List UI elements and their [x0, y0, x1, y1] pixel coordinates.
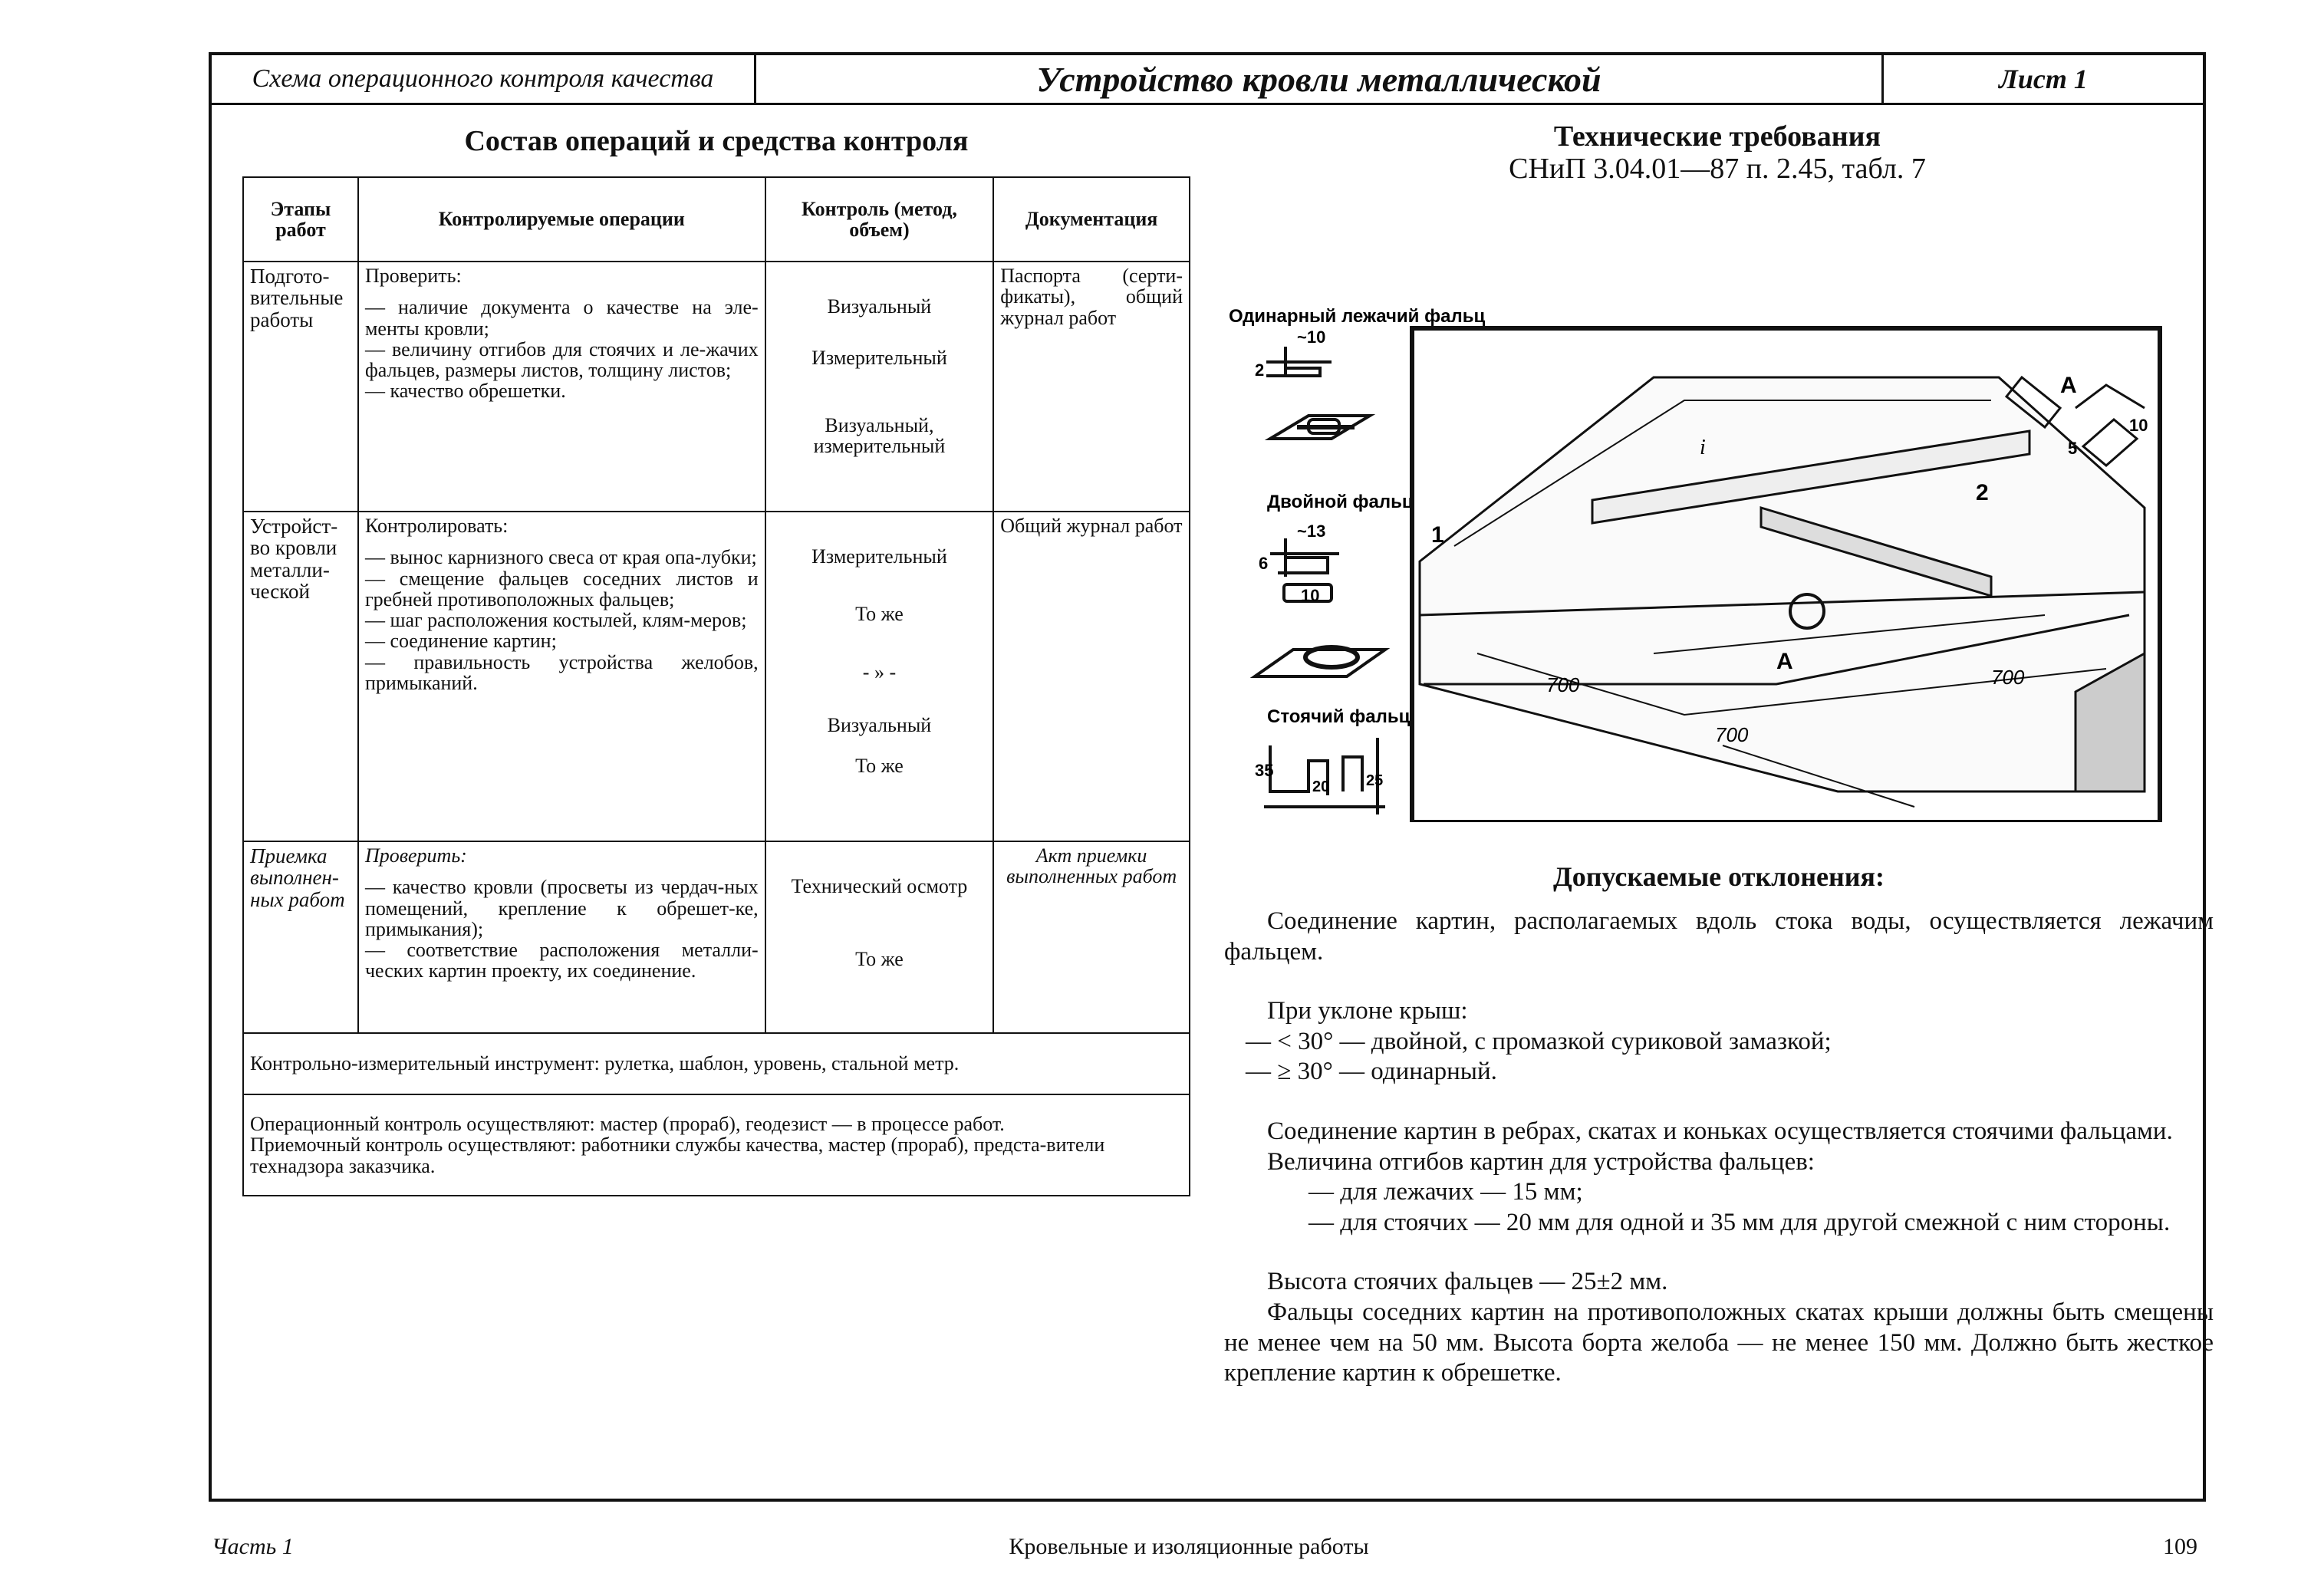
- tech-requirements: [1223, 121, 2212, 186]
- tolerances-title: Допускаемые отклонения:: [1553, 861, 1885, 892]
- control-method: То же: [855, 755, 904, 778]
- control-cell: [765, 512, 994, 841]
- operation-item: — вынос карнизного свеса от края опа-лубки;: [364, 546, 757, 569]
- stage-cell: Подгото-вительные работы: [243, 262, 358, 512]
- dim-label: 20: [1312, 778, 1330, 795]
- stage-cell: Приемка выполнен-ных работ: [243, 841, 358, 1033]
- table-row: [243, 262, 1190, 512]
- tolerance-paragraph: Высота стоячих фальцев — 25±2 мм.: [1267, 1268, 1668, 1296]
- mark-A-callout: A: [2060, 373, 2077, 398]
- documentation-cell: Акт приемки выполненных работ: [993, 841, 1190, 1033]
- dim-700-bottom: 700: [1715, 723, 1749, 746]
- table-row: [243, 1033, 1190, 1094]
- acceptance-control-text: Приемочный контроль осуществляют: работники службы качества, мастер (прораб), предста-вители технадзора заказчика.: [250, 1134, 1105, 1177]
- operation-item: — соответствие расположения металли-ческих картин проекту, их соединение.: [364, 939, 759, 982]
- documentation-cell: Общий журнал работ: [993, 512, 1190, 841]
- header-scheme-label: Схема операционного контроля качества: [212, 55, 756, 103]
- dim-700-left: 700: [1546, 673, 1580, 696]
- control-cell: [765, 841, 994, 1033]
- control-method: Измерительный: [811, 347, 947, 370]
- footer-section: Кровельные и изоляционные работы: [1009, 1534, 1369, 1559]
- roof-perspective-drawing: [1412, 328, 2160, 822]
- operations-table: [242, 176, 1190, 1196]
- operation-item: — смещение фальцев соседних листов и гребней противоположных фальцев;: [364, 567, 759, 610]
- operations-cell: [358, 512, 765, 841]
- dim-label: 25: [1366, 772, 1384, 789]
- dim-label: 6: [1259, 554, 1269, 573]
- operations-title: Состав операций и средства контроля: [464, 125, 969, 157]
- sheet-header: [212, 55, 2203, 105]
- control-method: Визуальный, измерительный: [813, 413, 946, 457]
- dim-label: 5: [2068, 439, 2078, 458]
- table-row: [243, 1094, 1190, 1196]
- control-method: То же: [855, 948, 904, 971]
- table-row: [243, 841, 1190, 1033]
- seam-figure: [1224, 255, 2168, 822]
- control-method: То же: [855, 603, 904, 626]
- tolerance-paragraph: — для лежачих — 15 мм;: [1309, 1178, 1583, 1206]
- table-row: [243, 512, 1190, 841]
- dim-label: 10: [1301, 586, 1320, 605]
- mark-A-detail: A: [1776, 649, 1793, 674]
- snip-reference: СНиП 3.04.01—87 п. 2.45, табл. 7: [1509, 152, 1926, 185]
- single-seam-sketch: [1266, 347, 1370, 439]
- tolerance-paragraph: Величина отгибов картин для устройства фальцев:: [1267, 1147, 1815, 1176]
- tolerance-paragraph: — < 30° — двойной, с промазкой суриковой замазкой;: [1246, 1027, 1832, 1055]
- tolerance-paragraph: Соединение картин в ребрах, скатах и коньках осуществляется стоячими фальцами.: [1267, 1117, 2173, 1145]
- label-standing-seam: Стоячий фальц: [1267, 706, 1411, 727]
- operations-intro: Проверить:: [364, 265, 462, 287]
- dim-label: 2: [1255, 360, 1265, 380]
- operation-item: — качество обрешетки.: [364, 380, 566, 403]
- dim-700-right: 700: [1991, 666, 2025, 689]
- instrument-row: Контрольно-измерительный инструмент: рулетка, шаблон, уровень, стальной метр.: [243, 1033, 1190, 1094]
- page-frame: [209, 52, 2214, 1502]
- header-sheet-number: Лист 1: [1999, 64, 2088, 94]
- col-header-stages: Этапы работ: [243, 177, 358, 262]
- operation-item: — шаг расположения костылей, клям-меров;: [364, 609, 747, 632]
- operation-item: — качество кровли (просветы из чердач-ных помещений, крепление к обрешет-ке, примыкания);: [364, 876, 759, 940]
- tech-requirements-title: Технические требования: [1553, 120, 1881, 153]
- operations-intro: Проверить:: [364, 844, 467, 867]
- control-method: Технический осмотр: [791, 875, 968, 897]
- tolerance-paragraph: — ≥ 30° — одинарный.: [1246, 1058, 1497, 1086]
- dim-label: ~13: [1297, 522, 1326, 541]
- col-header-documentation: Документация: [993, 177, 1190, 262]
- tolerance-paragraph: Соединение картин, располагаемых вдоль стока воды, осуществляется лежачим фальцем.: [1224, 907, 2214, 966]
- table-header-row: [243, 177, 1190, 262]
- dim-label: 10: [2129, 416, 2148, 435]
- label-double-seam: Двойной фальц: [1267, 492, 1414, 512]
- operation-item: — соединение картин;: [364, 630, 557, 653]
- mark-2: 2: [1976, 480, 1989, 505]
- col-header-control: Контроль (метод, объем): [765, 177, 994, 262]
- operation-item: — наличие документа о качестве на эле-менты кровли;: [364, 296, 759, 340]
- mark-1: 1: [1431, 522, 1444, 548]
- header-title: Устройство кровли металлической: [756, 55, 1884, 103]
- footer-part: Часть 1: [212, 1534, 294, 1559]
- control-cell: [765, 262, 994, 512]
- tolerance-paragraph: — для стоячих — 20 мм для одной и 35 мм для другой смежной с ним стороны.: [1309, 1208, 2171, 1236]
- control-method: Измерительный: [811, 545, 947, 568]
- tolerance-paragraph: При уклоне крыш:: [1267, 997, 1468, 1025]
- operation-item: — величину отгибов для стоячих и ле-жачих фальцев, размеры листов, толщину листов;: [364, 337, 759, 382]
- control-method: - » -: [862, 660, 897, 683]
- footer-page-number: 109: [2163, 1534, 2197, 1559]
- documentation-cell: Паспорта (серти-фикаты), общий журнал работ: [993, 262, 1190, 512]
- control-method: Визуальный: [827, 713, 932, 736]
- dim-label: 35: [1255, 761, 1274, 780]
- operations-cell: [358, 262, 765, 512]
- tolerance-paragraph: Фальцы соседних картин на противоположных скатах крыши должны быть смещены не менее чем на 50 мм. Высота борта желоба — не менее 150 мм. Должно быть жесткое крепление картин к обрешетке.: [1224, 1298, 2214, 1387]
- operations-cell: [358, 841, 765, 1033]
- tolerances-text: [1224, 907, 2214, 1389]
- operations-intro: Контролировать:: [364, 515, 509, 537]
- col-header-operations: Контролируемые операции: [358, 177, 765, 262]
- double-seam-sketch: [1255, 538, 1385, 676]
- mark-slope-i: i: [1700, 436, 1706, 459]
- label-single-seam: Одинарный лежачий фальц: [1229, 306, 1486, 327]
- operation-item: — правильность устройства желобов, примыканий.: [364, 650, 759, 695]
- operational-control-text: Операционный контроль осуществляют: мастер (прораб), геодезист — в процессе работ.: [250, 1113, 1005, 1136]
- control-persons-cell: [243, 1094, 1190, 1196]
- control-method: Визуальный: [827, 295, 932, 318]
- dim-label: ~10: [1297, 327, 1326, 347]
- stage-cell: Устройст-во кровли металли-ческой: [243, 512, 358, 841]
